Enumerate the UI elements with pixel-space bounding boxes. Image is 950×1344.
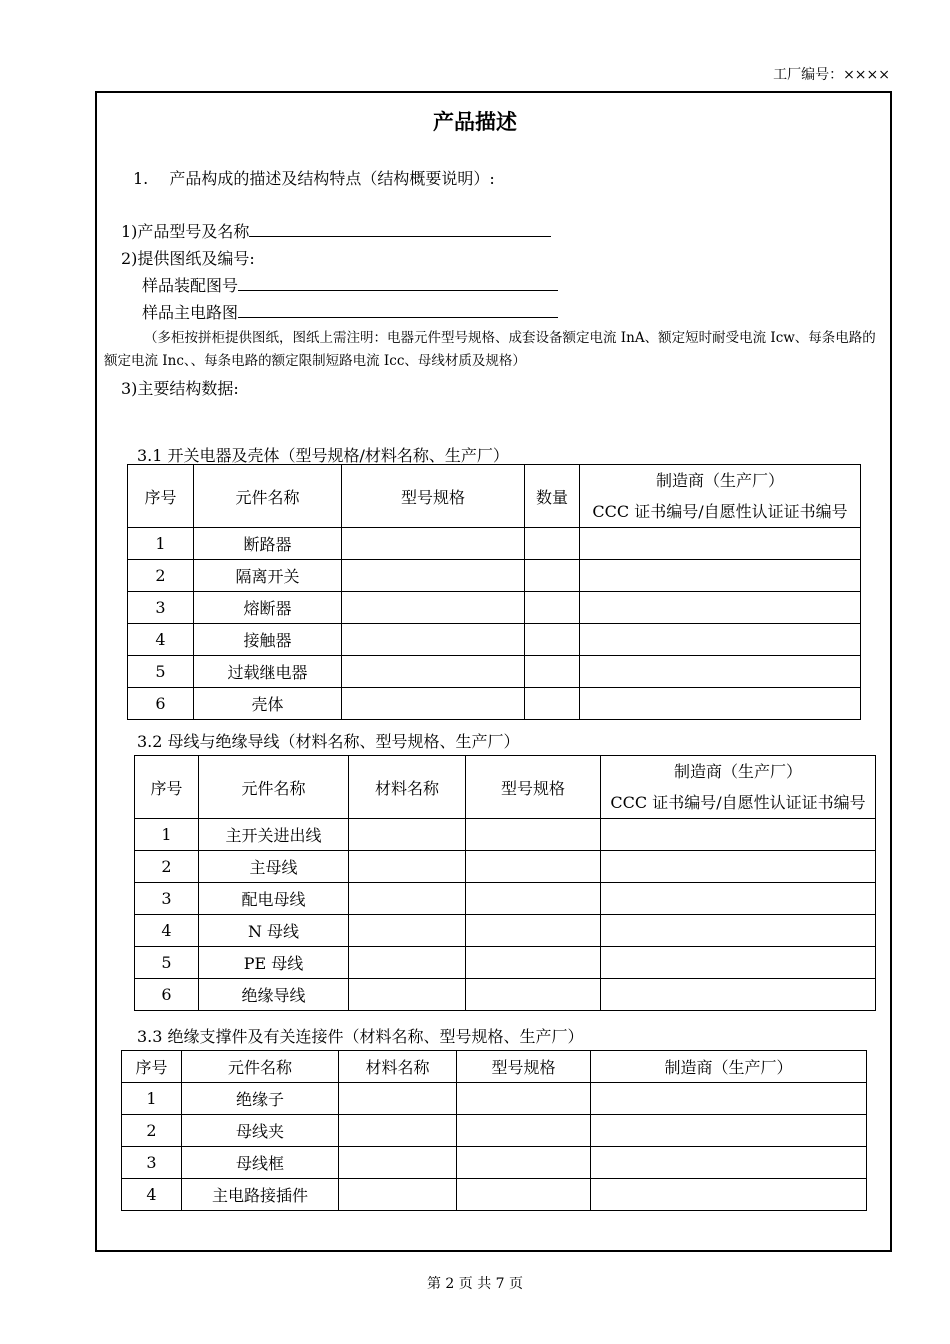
model-cell[interactable] bbox=[457, 1115, 591, 1147]
table-row bbox=[135, 819, 876, 851]
row-number: 2 bbox=[135, 851, 199, 883]
row-number: 4 bbox=[128, 624, 194, 656]
component-name: 母线框 bbox=[182, 1147, 339, 1179]
table-row bbox=[128, 688, 861, 720]
table-row bbox=[128, 592, 861, 624]
component-name: 配电母线 bbox=[199, 883, 349, 915]
header-cell: 数量 bbox=[525, 465, 580, 528]
structure-data-label: 3)主要结构数据: bbox=[121, 379, 239, 398]
busbar-table bbox=[134, 755, 876, 1011]
header-cell: 材料名称 bbox=[349, 756, 466, 819]
manufacturer-cell[interactable] bbox=[580, 624, 861, 656]
assembly-drawing-line bbox=[238, 273, 558, 291]
component-name: PE 母线 bbox=[199, 947, 349, 979]
material-cell[interactable] bbox=[349, 819, 466, 851]
component-name: 断路器 bbox=[194, 528, 342, 560]
header-cell: 序号 bbox=[128, 465, 194, 528]
circuit-drawing-line bbox=[238, 300, 558, 318]
model-cell[interactable] bbox=[342, 592, 525, 624]
component-name: 母线夹 bbox=[182, 1115, 339, 1147]
model-cell[interactable] bbox=[466, 947, 601, 979]
row-number: 2 bbox=[122, 1115, 182, 1147]
manufacturer-cell[interactable] bbox=[580, 528, 861, 560]
row-number: 4 bbox=[122, 1179, 182, 1211]
model-cell[interactable] bbox=[466, 915, 601, 947]
manufacturer-header bbox=[601, 756, 876, 819]
table-row bbox=[122, 1115, 867, 1147]
mfr-header-line2: CCC 证书编号/自愿性认证证书编号 bbox=[592, 502, 848, 521]
component-name: 壳体 bbox=[194, 688, 342, 720]
quantity-cell[interactable] bbox=[525, 688, 580, 720]
circuit-drawing-field bbox=[142, 300, 558, 323]
table-row bbox=[135, 883, 876, 915]
manufacturer-cell[interactable] bbox=[601, 819, 876, 851]
drawing-note: （多柜按拼柜提供图纸，图纸上需注明：电器元件型号规格、成套设备额定电流 InA、额定短时耐受电流 Icw、每条电路的额定电流 Inc、、每条电路的额定限制短路电流 Icc、母线材质及规格） bbox=[104, 330, 876, 369]
header-cell: 型号规格 bbox=[466, 756, 601, 819]
model-cell[interactable] bbox=[342, 688, 525, 720]
component-name: 主电路接插件 bbox=[182, 1179, 339, 1211]
component-name: 主开关进出线 bbox=[199, 819, 349, 851]
row-number: 6 bbox=[128, 688, 194, 720]
header-cell: 型号规格 bbox=[457, 1051, 591, 1083]
table-header-row bbox=[128, 465, 861, 528]
insulation-support-table bbox=[121, 1050, 867, 1211]
mfr-header-line1: 制造商（生产厂） bbox=[655, 471, 784, 490]
row-number: 1 bbox=[122, 1083, 182, 1115]
header-cell: 材料名称 bbox=[339, 1051, 457, 1083]
header-cell: 序号 bbox=[135, 756, 199, 819]
material-cell[interactable] bbox=[349, 915, 466, 947]
material-cell[interactable] bbox=[349, 979, 466, 1011]
material-cell[interactable] bbox=[349, 947, 466, 979]
page-number: 第 2 页 共 7 页 bbox=[426, 1276, 524, 1292]
assembly-drawing-field bbox=[142, 273, 558, 296]
manufacturer-cell[interactable] bbox=[601, 883, 876, 915]
table3-caption: 3.3 绝缘支撑件及有关连接件（材料名称、型号规格、生产厂） bbox=[137, 1027, 584, 1046]
row-number: 4 bbox=[135, 915, 199, 947]
model-cell[interactable] bbox=[466, 883, 601, 915]
model-cell[interactable] bbox=[466, 979, 601, 1011]
table-row bbox=[128, 528, 861, 560]
component-name: 过载继电器 bbox=[194, 656, 342, 688]
manufacturer-cell[interactable] bbox=[601, 979, 876, 1011]
row-number: 6 bbox=[135, 979, 199, 1011]
component-name: 绝缘子 bbox=[182, 1083, 339, 1115]
manufacturer-cell[interactable] bbox=[580, 656, 861, 688]
row-number: 1 bbox=[128, 528, 194, 560]
manufacturer-cell[interactable] bbox=[601, 915, 876, 947]
factory-number: 工厂编号：×××× bbox=[773, 67, 890, 83]
model-cell[interactable] bbox=[342, 560, 525, 592]
circuit-drawing-label: 样品主电路图 bbox=[142, 303, 239, 322]
product-model-line bbox=[249, 219, 551, 237]
table-row bbox=[122, 1083, 867, 1115]
manufacturer-cell[interactable] bbox=[580, 560, 861, 592]
material-cell[interactable] bbox=[339, 1147, 457, 1179]
manufacturer-cell[interactable] bbox=[591, 1179, 867, 1211]
row-number: 3 bbox=[122, 1147, 182, 1179]
component-name: 绝缘导线 bbox=[199, 979, 349, 1011]
model-cell[interactable] bbox=[342, 624, 525, 656]
header-cell: 元件名称 bbox=[199, 756, 349, 819]
quantity-cell[interactable] bbox=[525, 624, 580, 656]
quantity-cell[interactable] bbox=[525, 528, 580, 560]
model-cell[interactable] bbox=[457, 1179, 591, 1211]
quantity-cell[interactable] bbox=[525, 656, 580, 688]
table-row bbox=[128, 656, 861, 688]
table-row bbox=[122, 1179, 867, 1211]
assembly-drawing-label: 样品装配图号 bbox=[142, 276, 239, 295]
component-name: 熔断器 bbox=[194, 592, 342, 624]
table-row bbox=[135, 915, 876, 947]
model-cell[interactable] bbox=[466, 819, 601, 851]
manufacturer-header: 制造商（生产厂） bbox=[591, 1051, 867, 1083]
manufacturer-cell[interactable] bbox=[601, 947, 876, 979]
manufacturer-cell[interactable] bbox=[580, 592, 861, 624]
component-name: N 母线 bbox=[199, 915, 349, 947]
mfr-header-line2: CCC 证书编号/自愿性认证证书编号 bbox=[610, 793, 866, 812]
row-number: 5 bbox=[128, 656, 194, 688]
table-header-row bbox=[135, 756, 876, 819]
header-cell: 型号规格 bbox=[342, 465, 525, 528]
material-cell[interactable] bbox=[339, 1083, 457, 1115]
row-number: 5 bbox=[135, 947, 199, 979]
switchgear-table bbox=[127, 464, 861, 720]
manufacturer-cell[interactable] bbox=[601, 851, 876, 883]
product-model-field bbox=[121, 219, 551, 242]
quantity-cell[interactable] bbox=[525, 592, 580, 624]
table-header-row bbox=[122, 1051, 867, 1083]
header-cell: 元件名称 bbox=[194, 465, 342, 528]
table1-caption: 3.1 开关电器及壳体（型号规格/材料名称、生产厂） bbox=[137, 446, 509, 465]
model-cell[interactable] bbox=[342, 528, 525, 560]
table-row bbox=[135, 979, 876, 1011]
model-cell[interactable] bbox=[466, 851, 601, 883]
product-model-label: 1)产品型号及名称 bbox=[121, 222, 250, 241]
quantity-cell[interactable] bbox=[525, 560, 580, 592]
model-cell[interactable] bbox=[457, 1083, 591, 1115]
model-cell[interactable] bbox=[457, 1147, 591, 1179]
manufacturer-cell[interactable] bbox=[591, 1147, 867, 1179]
table2-caption: 3.2 母线与绝缘导线（材料名称、型号规格、生产厂） bbox=[137, 732, 520, 751]
row-number: 3 bbox=[128, 592, 194, 624]
table-row bbox=[122, 1147, 867, 1179]
material-cell[interactable] bbox=[349, 851, 466, 883]
manufacturer-cell[interactable] bbox=[591, 1115, 867, 1147]
component-name: 隔离开关 bbox=[194, 560, 342, 592]
row-number: 1 bbox=[135, 819, 199, 851]
material-cell[interactable] bbox=[339, 1179, 457, 1211]
header-cell: 元件名称 bbox=[182, 1051, 339, 1083]
section-heading: 1. 产品构成的描述及结构特点（结构概要说明）: bbox=[133, 169, 495, 188]
material-cell[interactable] bbox=[349, 883, 466, 915]
table-row bbox=[128, 560, 861, 592]
manufacturer-header bbox=[580, 465, 861, 528]
manufacturer-cell[interactable] bbox=[580, 688, 861, 720]
row-number: 3 bbox=[135, 883, 199, 915]
model-cell[interactable] bbox=[342, 656, 525, 688]
header-cell: 序号 bbox=[122, 1051, 182, 1083]
table-row bbox=[128, 624, 861, 656]
mfr-header-line1: 制造商（生产厂） bbox=[673, 762, 802, 781]
table-row bbox=[135, 851, 876, 883]
drawings-label: 2)提供图纸及编号: bbox=[121, 249, 255, 268]
page-title: 产品描述 bbox=[433, 110, 517, 134]
component-name: 接触器 bbox=[194, 624, 342, 656]
manufacturer-cell[interactable] bbox=[591, 1083, 867, 1115]
material-cell[interactable] bbox=[339, 1115, 457, 1147]
table-row bbox=[135, 947, 876, 979]
component-name: 主母线 bbox=[199, 851, 349, 883]
row-number: 2 bbox=[128, 560, 194, 592]
